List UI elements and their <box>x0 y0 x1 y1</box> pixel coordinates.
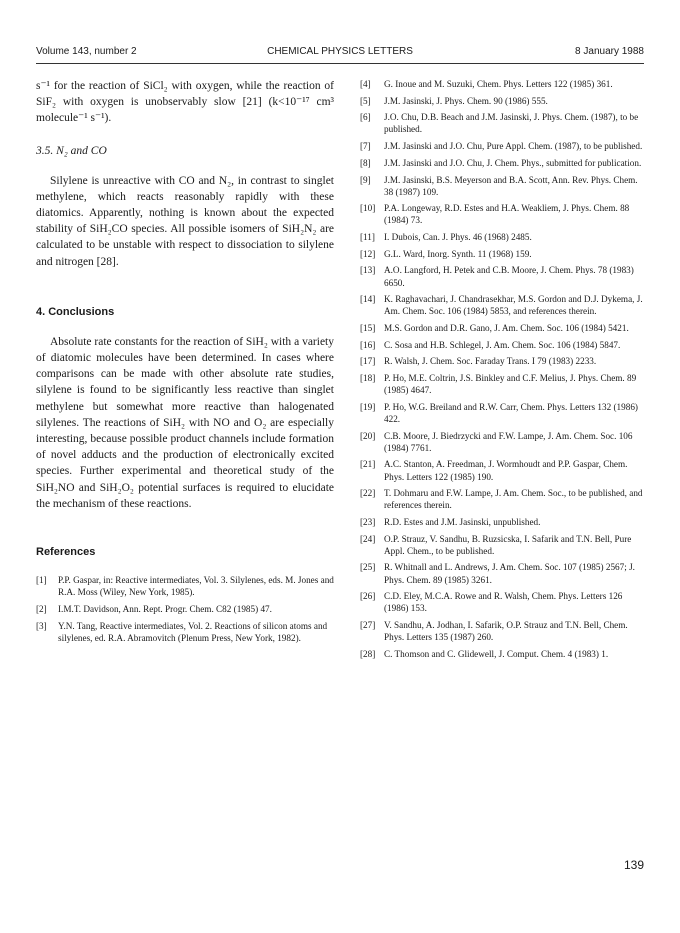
reference-item: [4] G. Inoue and M. Suzuki, Chem. Phys. Letters 122 (1985) 361. <box>360 79 613 89</box>
reference-item: [10] P.A. Longeway, R.D. Estes and H.A. Weakliem, J. Phys. Chem. 88 (1984) 73. <box>360 203 630 226</box>
reference-item: [18] P. Ho, M.E. Coltrin, J.S. Binkley and C.F. Melius, J. Phys. Chem. 89 (1985) 4647. <box>360 373 637 396</box>
left-column <box>36 78 334 648</box>
reference-item: [23] R.D. Estes and J.M. Jasinski, unpublished. <box>360 517 541 527</box>
reference-item: [16] C. Sosa and H.B. Schlegel, J. Am. Chem. Soc. 106 (1984) 5847. <box>360 339 621 350</box>
reference-item: [26] C.D. Eley, M.C.A. Rowe and R. Walsh, Chem. Phys. Letters 126 (1986) 153. <box>360 591 623 614</box>
reference-list-left <box>36 574 334 644</box>
reference-item: [1] P.P. Gaspar, in: Reactive intermediates, Vol. 3. Silylenes, eds. M. Jones and R.A. Moss (Wiley, New York, 1985). <box>36 575 334 598</box>
issue-date: 8 January 1988 <box>575 46 644 57</box>
reference-item: [2] I.M.T. Davidson, Ann. Rept. Progr. Chem. C82 (1985) 47. <box>36 603 272 614</box>
volume-info: Volume 143, number 2 <box>36 46 137 57</box>
reference-item: [25] R. Whitnall and L. Andrews, J. Am. Chem. Soc. 107 (1985) 2567; J. Phys. Chem. 89 (1985) 3261. <box>360 562 635 585</box>
reference-item: [11] I. Dubois, Can. J. Phys. 46 (1968) 2485. <box>360 232 532 243</box>
reference-item: [9] J.M. Jasinski, B.S. Meyerson and B.A. Scott, Ann. Rev. Phys. Chem. 38 (1987) 109. <box>360 174 638 197</box>
reference-item: [6] J.O. Chu, D.B. Beach and J.M. Jasinski, J. Phys. Chem. (1987), to be published. <box>360 112 639 135</box>
reference-item: [22] T. Dohmaru and F.W. Lampe, J. Am. Chem. Soc., to be published, and references therein. <box>360 488 643 511</box>
n2-co-paragraph: Silylene is unreactive with CO and N₂, in contrast to singlet methylene, which reacts reasonably rapidly with these diatomics. Apparently, nothing is known about the expected stability of SiH₂CO species. All possible isomers of SiH₂N₂ are calculated to be unstable with respect to dissociation to silylene and nitrogen [28]. <box>36 174 334 268</box>
reference-item: [3] Y.N. Tang, Reactive intermediates, Vol. 2. Reactions of silicon atoms and silylenes, ed. R.A. Abramovitch (Plenum Press, New York, 1982). <box>36 620 328 643</box>
header-rule <box>36 63 644 64</box>
journal-title: CHEMICAL PHYSICS LETTERS <box>267 46 413 57</box>
reference-item: [28] C. Thomson and C. Glidewell, J. Comput. Chem. 4 (1983) 1. <box>360 648 609 659</box>
reference-item: [24] O.P. Strauz, V. Sandhu, B. Ruzsicska, I. Safarik and T.N. Bell, Pure Appl. Chem., to be published. <box>360 533 632 556</box>
reference-item: [20] C.B. Moore, J. Biedrzycki and F.W. Lampe, J. Am. Chem. Soc. 106 (1984) 7761. <box>360 430 633 453</box>
reference-item: [19] P. Ho, W.G. Breiland and R.W. Carr, Chem. Phys. Letters 132 (1986) 422. <box>360 401 638 424</box>
reference-item: [12] G.L. Ward, Inorg. Synth. 11 (1968) 159. <box>360 248 532 259</box>
reference-item: [13] A.O. Langford, H. Petek and C.B. Moore, J. Chem. Phys. 78 (1983) 6650. <box>360 265 634 288</box>
right-column <box>360 78 644 665</box>
reference-item: [27] V. Sandhu, A. Jodhan, I. Safarik, O.P. Strauz and T.N. Bell, Chem. Phys. Letters 135 (1987) 260. <box>360 620 628 643</box>
reference-item: [7] J.M. Jasinski and J.O. Chu, Pure Appl. Chem. (1987), to be published. <box>360 141 643 152</box>
reference-item: [21] A.C. Stanton, A. Freedman, J. Wormhoudt and P.P. Gaspar, Chem. Phys. Letters 122 (1985) 190. <box>360 459 628 482</box>
page-number: 139 <box>623 858 644 872</box>
reference-item: [5] J.M. Jasinski, J. Phys. Chem. 90 (1986) 555. <box>360 95 548 106</box>
intro-paragraph: s⁻¹ for the reaction of SiCl₂ with oxygen, while the reaction of SiF₂ with oxygen is unobservably slow [21] (k<10⁻¹⁷ cm³ molecule⁻¹ s⁻¹). <box>36 80 334 125</box>
reference-item: [15] M.S. Gordon and D.R. Gano, J. Am. Chem. Soc. 106 (1984) 5421. <box>360 323 629 334</box>
reference-item: [17] R. Walsh, J. Chem. Soc. Faraday Trans. I 79 (1983) 2233. <box>360 356 597 367</box>
conclusions-paragraph: Absolute rate constants for the reaction of SiH₂ with a variety of diatomic molecules have been determined. In cases where comparisons can be made with other absolute rate studies, silylene is found to be significantly less reactive than singlet methylene but somewhat more reactive than halogenated silylenes. The reactions of SiH₂ with NO and O₂ are especially interesting, because possible product channels include formation of novel adducts and the production of electronically excited species. Further experimental and theoretical study of the SiH₂NO and SiH₂O₂ potential surfaces is required to elucidate the mechanism of these reactions. <box>36 335 334 510</box>
reference-item: [8] J.M. Jasinski and J.O. Chu, J. Chem. Phys., submitted for publication. <box>360 157 642 168</box>
conclusions-heading: 4. Conclusions <box>36 305 115 318</box>
subsection-title-n2-co: 3.5. N₂ and CO <box>36 144 107 157</box>
reference-item: [14] K. Raghavachari, J. Chandrasekhar, M.S. Gordon and D.J. Dykema, J. Am. Chem. Soc. 106 (1984) 5853, and references therein. <box>360 294 643 317</box>
running-header <box>36 46 644 62</box>
reference-list-right <box>360 78 644 660</box>
references-heading: References <box>36 546 96 559</box>
